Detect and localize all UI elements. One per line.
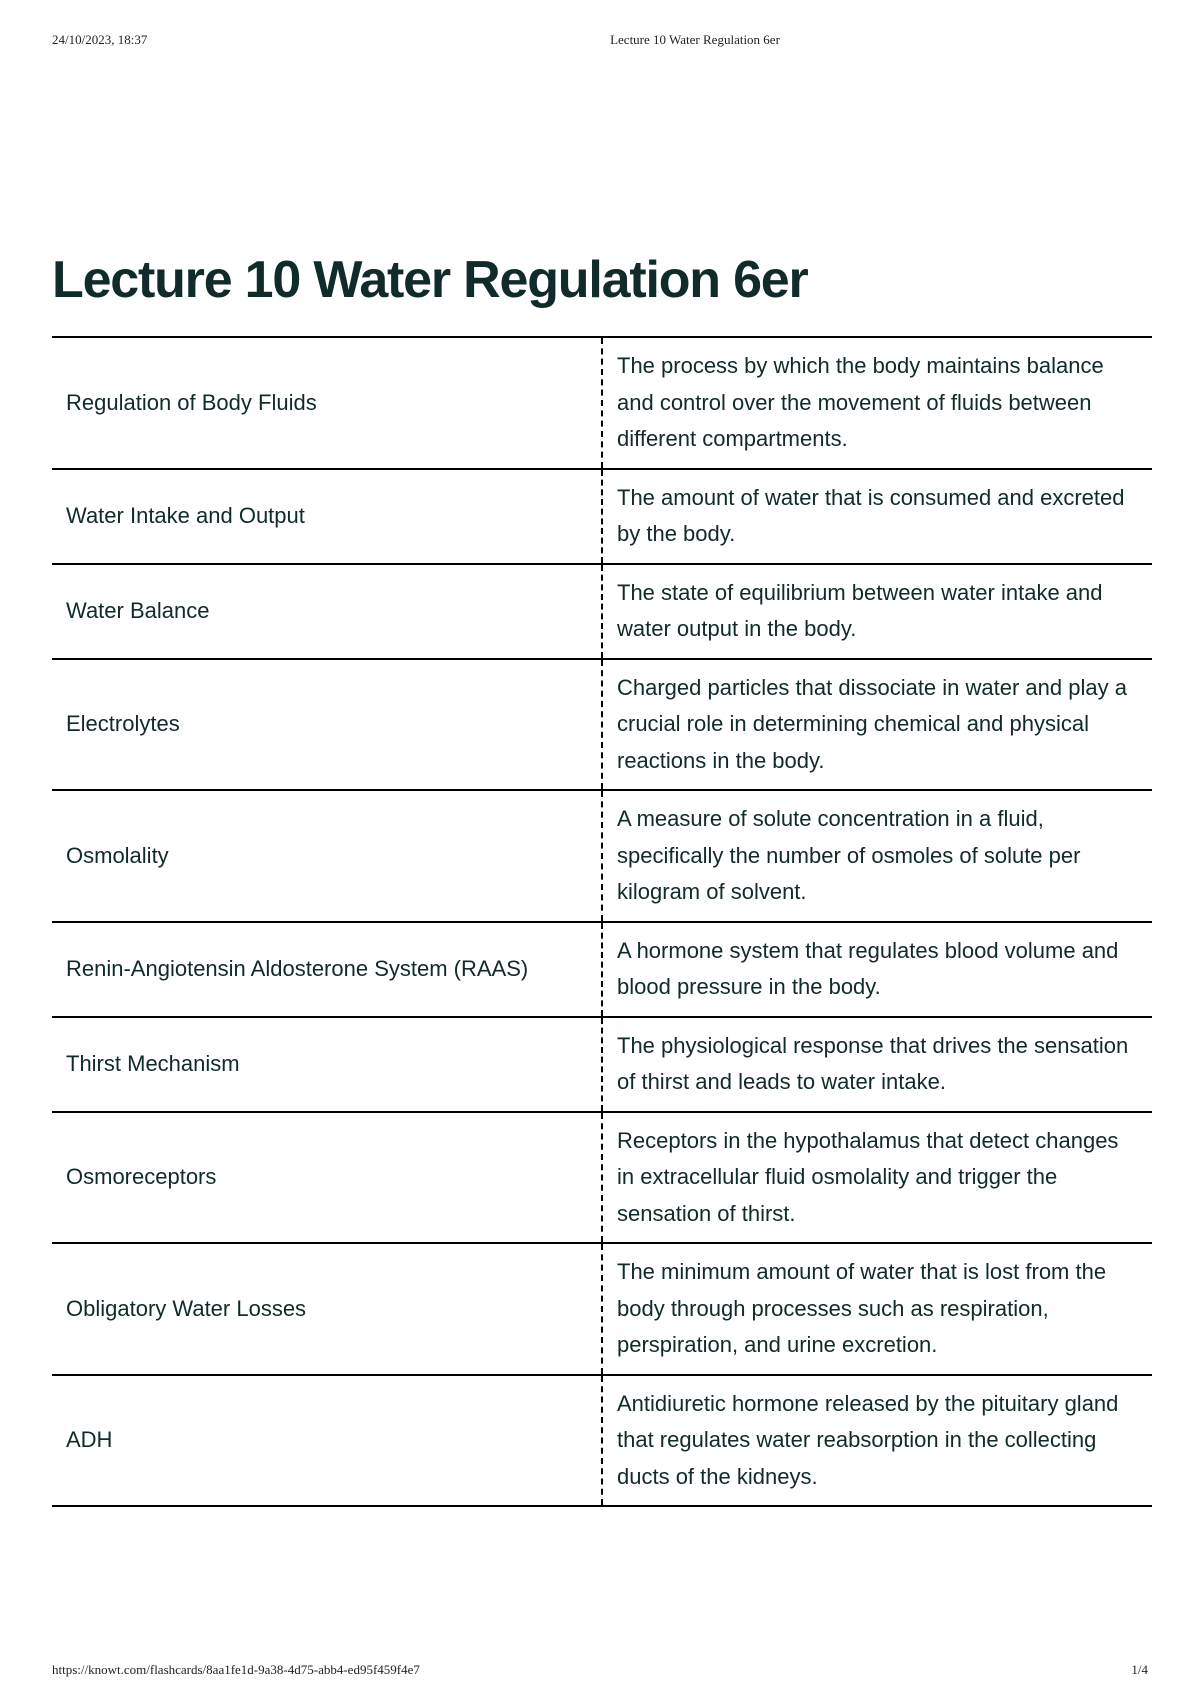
flashcard-table xyxy=(52,336,1152,1507)
card-term: ADH xyxy=(52,1375,602,1507)
page-title: Lecture 10 Water Regulation 6er xyxy=(52,251,808,309)
table-row xyxy=(52,1243,1152,1375)
card-term: Obligatory Water Losses xyxy=(52,1243,602,1375)
card-term: Osmoreceptors xyxy=(52,1112,602,1244)
card-definition: Receptors in the hypothalamus that detect changes in extracellular fluid osmolality and trigger the sensation of thirst. xyxy=(602,1112,1152,1244)
card-definition: Charged particles that dissociate in water and play a crucial role in determining chemical and physical reactions in the body. xyxy=(602,659,1152,791)
print-header xyxy=(0,32,1200,50)
print-url[interactable]: https://knowt.com/flashcards/8aa1fe1d-9a38-4d75-abb4-ed95f459f4e7 xyxy=(52,1662,420,1677)
card-term: Water Balance xyxy=(52,564,602,659)
card-term: Water Intake and Output xyxy=(52,469,602,564)
print-footer xyxy=(0,1662,1200,1680)
page-number: 1/4 xyxy=(1131,1662,1148,1677)
table-row xyxy=(52,469,1152,564)
card-definition: The minimum amount of water that is lost from the body through processes such as respiration, perspiration, and urine excretion. xyxy=(602,1243,1152,1375)
card-definition: A hormone system that regulates blood volume and blood pressure in the body. xyxy=(602,922,1152,1017)
card-term: Osmolality xyxy=(52,790,602,922)
table-row xyxy=(52,1017,1152,1112)
card-term: Thirst Mechanism xyxy=(52,1017,602,1112)
table-row xyxy=(52,1112,1152,1244)
table-row xyxy=(52,1375,1152,1507)
table-row xyxy=(52,564,1152,659)
card-definition: The process by which the body maintains balance and control over the movement of fluids between different compartments. xyxy=(602,337,1152,469)
card-definition: A measure of solute concentration in a fluid, specifically the number of osmoles of solute per kilogram of solvent. xyxy=(602,790,1152,922)
table-row xyxy=(52,790,1152,922)
table-row xyxy=(52,659,1152,791)
card-definition: The amount of water that is consumed and excreted by the body. xyxy=(602,469,1152,564)
card-term: Renin-Angiotensin Aldosterone System (RAAS) xyxy=(52,922,602,1017)
card-definition: Antidiuretic hormone released by the pituitary gland that regulates water reabsorption in the collecting ducts of the kidneys. xyxy=(602,1375,1152,1507)
card-definition: The state of equilibrium between water intake and water output in the body. xyxy=(602,564,1152,659)
card-definition: The physiological response that drives the sensation of thirst and leads to water intake. xyxy=(602,1017,1152,1112)
card-term: Regulation of Body Fluids xyxy=(52,337,602,469)
print-doc-title: Lecture 10 Water Regulation 6er xyxy=(610,32,780,47)
print-date: 24/10/2023, 18:37 xyxy=(52,32,148,47)
card-term: Electrolytes xyxy=(52,659,602,791)
table-row xyxy=(52,922,1152,1017)
table-row xyxy=(52,337,1152,469)
